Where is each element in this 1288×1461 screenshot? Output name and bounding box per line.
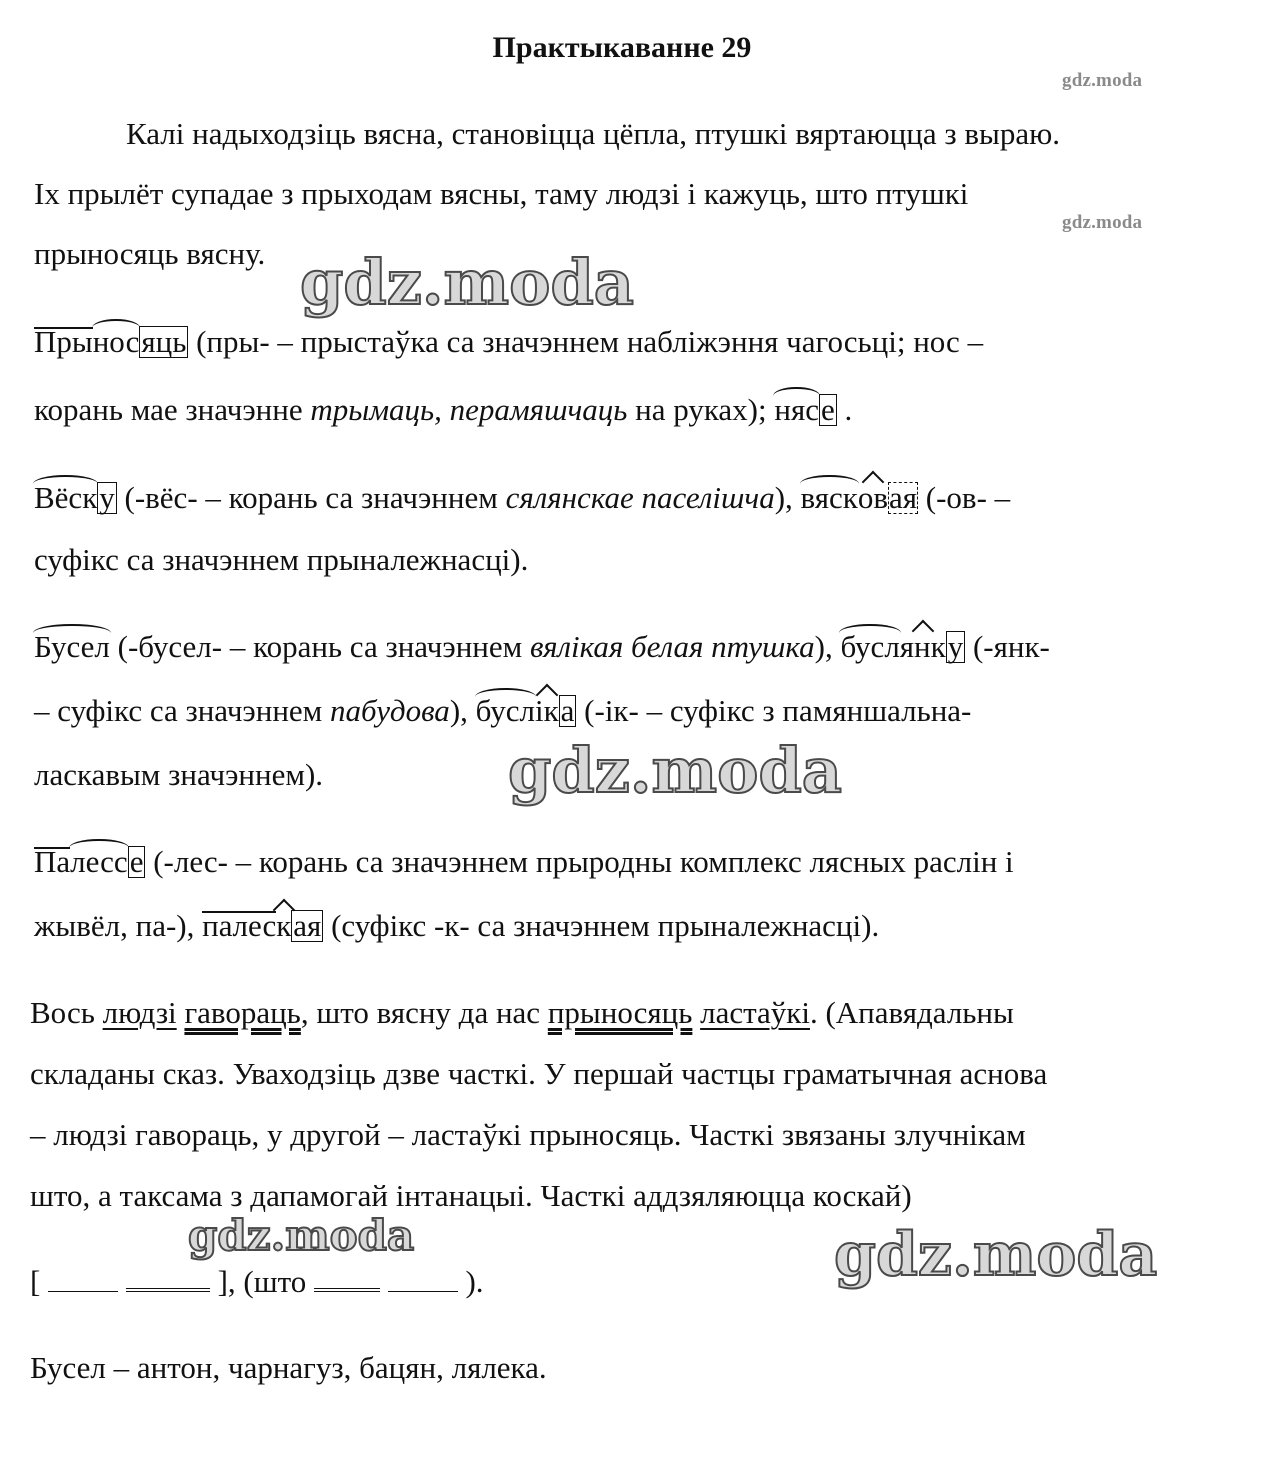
- synonyms-line: Бусел – антон, чарнагуз, бацян, лялека.: [30, 1350, 547, 1385]
- sentence-scheme: [30, 1262, 484, 1302]
- analysis-text: (пры- – прыстаўка са значэннем набліжэння чагосьці; нос –: [188, 324, 984, 359]
- analysis-text: – суфікс са значэннем: [34, 693, 331, 728]
- paragraph-line: прыносяць вясну.: [34, 236, 266, 271]
- morpheme-analysis-line: [34, 842, 1014, 882]
- ending-box: у: [947, 629, 964, 664]
- watermark-large: gdz.moda: [188, 1211, 415, 1260]
- meaning-italic: сялянскае паселішча: [505, 480, 775, 515]
- suffix-mark: к: [276, 906, 291, 946]
- ending-box: е: [820, 392, 835, 427]
- morpheme-analysis-line: [34, 906, 879, 946]
- suffix-mark: янк: [900, 627, 946, 667]
- scheme-text: ], (што: [209, 1264, 314, 1299]
- prefix-mark: Пры: [34, 322, 93, 362]
- scheme-predicate-line: [126, 1266, 210, 1292]
- sentence-text: Вось: [30, 995, 103, 1030]
- subject-underline: ластаўкі: [700, 995, 810, 1030]
- suffix-mark: ік: [535, 691, 559, 731]
- analysis-text: ),: [449, 693, 476, 728]
- ending-box: ая: [293, 908, 322, 943]
- root-mark: Вёск: [34, 478, 97, 518]
- ending-box: е: [129, 844, 144, 879]
- predicate-underline: гавораць: [184, 995, 301, 1030]
- syntax-line: – людзі гавораць, у другой – ластаўкі прыносяць. Часткі звязаны злучнікам: [30, 1117, 1026, 1152]
- root-mark: бусл: [476, 691, 535, 731]
- watermark-large: gdz.moda: [300, 246, 634, 319]
- morpheme-analysis-line: [34, 322, 983, 362]
- scheme-text: ).: [457, 1264, 484, 1299]
- paragraph-line: Калі надыходзіць вясна, становіцца цёпла, птушкі вяртаюцца з выраю.: [126, 116, 1060, 151]
- analysis-text: жывёл, па-),: [34, 908, 203, 943]
- analysis-text: .: [836, 392, 853, 427]
- paragraph-line: Іх прылёт супадае з прыходам вясны, таму людзі і кажуць, што птушкі: [34, 176, 969, 211]
- meaning-italic: трымаць, перамяшчаць: [310, 392, 628, 427]
- watermark-large: gdz.moda: [834, 1220, 1158, 1290]
- scheme-subject-line: [48, 1267, 118, 1292]
- analysis-text: (-янк-: [965, 629, 1050, 664]
- analysis-text: на руках);: [627, 392, 775, 427]
- scheme-text: [: [30, 1264, 49, 1299]
- morpheme-analysis-line: [34, 627, 1050, 667]
- prefix-mark: Па: [34, 842, 70, 882]
- ending-box: яць: [141, 324, 187, 359]
- watermark-small: gdz.moda: [1062, 212, 1143, 233]
- analysis-text: (-лес- – корань са значэннем прыродны комплекс лясных раслін і: [145, 844, 1014, 879]
- root-mark: нос: [93, 322, 140, 362]
- meaning-italic: пабудова: [330, 693, 450, 728]
- root-mark: лес: [232, 906, 276, 946]
- root-mark: вяск: [801, 478, 858, 518]
- ending-box: у: [99, 480, 115, 515]
- analysis-text: (-ов- –: [918, 480, 1011, 515]
- prefix-mark: па: [202, 906, 232, 946]
- watermark-large: gdz.moda: [508, 734, 842, 807]
- analysis-text: ),: [814, 629, 841, 664]
- root-mark: Бусел: [34, 627, 110, 667]
- morpheme-analysis-line: [34, 390, 852, 430]
- morpheme-analysis-line: суфікс са значэннем прыналежнасці).: [34, 542, 529, 577]
- morpheme-analysis-line: [34, 478, 1010, 518]
- ending-box: а: [560, 693, 575, 728]
- scheme-subject-line: [388, 1267, 458, 1292]
- predicate-underline: прыносяць: [547, 995, 693, 1030]
- morpheme-analysis-line: ласкавым значэннем).: [34, 757, 324, 792]
- sentence-text: . (Апавядальны: [809, 995, 1014, 1030]
- subject-underline: людзі: [102, 995, 177, 1030]
- analysis-text: (суфікс -к- са значэннем прыналежнасці).: [323, 908, 880, 943]
- root-mark: лесс: [70, 842, 128, 882]
- scheme-predicate-line: [314, 1266, 380, 1292]
- analysis-text: (-ік- – суфікс з памяншальна-: [576, 693, 972, 728]
- watermark-small: gdz.moda: [1062, 70, 1143, 91]
- page-title: Практыкаванне 29: [492, 31, 752, 64]
- root-mark: бусл: [840, 627, 899, 667]
- syntax-line: што, а таксама з дапамогай інтанацыі. Часткі аддзяляюцца коскай): [30, 1178, 912, 1213]
- analysis-text: (-бусел- – корань са значэннем: [109, 629, 531, 664]
- sentence-text: , што вясну да нас: [300, 995, 548, 1030]
- analysis-text: (-вёс- – корань са значэннем: [116, 480, 506, 515]
- root-mark: няс: [774, 390, 819, 430]
- analysis-text: ),: [774, 480, 801, 515]
- analysis-text: корань мае значэнне: [34, 392, 311, 427]
- morpheme-analysis-line: [34, 691, 971, 731]
- ending-box: ая: [889, 480, 918, 515]
- syntax-line: складаны сказ. Уваходзіць дзве часткі. У першай частцы граматычная аснова: [30, 1056, 1048, 1091]
- syntax-line: [30, 993, 1014, 1033]
- suffix-mark: ов: [858, 478, 888, 518]
- meaning-italic: вялікая белая птушка: [530, 629, 815, 664]
